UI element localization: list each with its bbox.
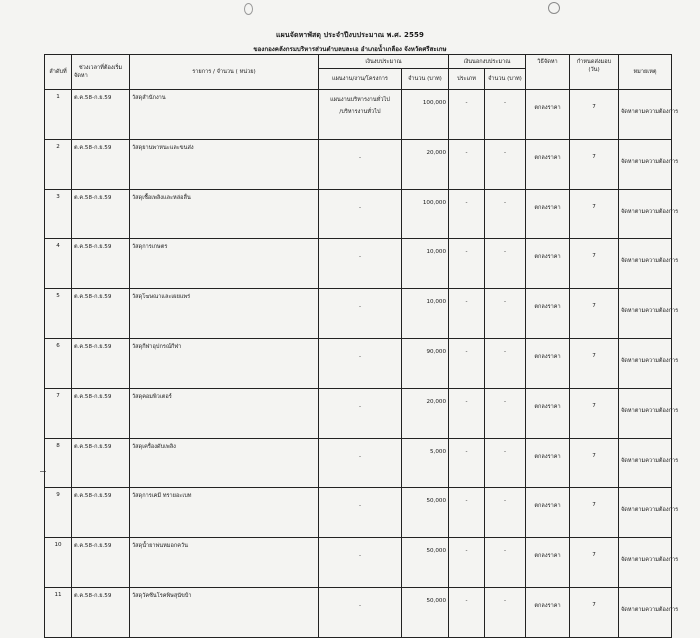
table-row	[45, 338, 672, 388]
row-plan	[319, 538, 402, 588]
row-note: จัดหาตามความต้องการ	[619, 139, 672, 189]
row-number: 6	[45, 338, 72, 388]
row-number: 5	[45, 289, 72, 339]
row-method: ตกลงราคา	[526, 587, 570, 637]
document-title: แผนจัดหาพัสดุ ประจำปีงบประมาณ พ.ศ. 2559	[276, 31, 424, 39]
table-row	[45, 587, 672, 637]
row-number: 8	[45, 438, 72, 488]
table-row	[45, 90, 672, 140]
row-off-amount: -	[485, 289, 526, 339]
row-description: วัสดุคอมพิวเตอร์	[130, 388, 319, 438]
row-method: ตกลงราคา	[526, 90, 570, 140]
header-days	[570, 55, 619, 90]
row-days: 7	[570, 189, 619, 239]
row-plan	[319, 139, 402, 189]
row-off-amount: -	[485, 438, 526, 488]
row-plan	[319, 189, 402, 239]
row-description: วัสดุยานพาหนะและขนส่ง	[130, 139, 319, 189]
punch-hole-right	[548, 2, 560, 14]
row-plan	[319, 388, 402, 438]
row-note: จัดหาตามความต้องการ	[619, 538, 672, 588]
header-note: หมายเหตุ	[619, 55, 672, 90]
row-days: 7	[570, 488, 619, 538]
row-note: จัดหาตามความต้องการ	[619, 388, 672, 438]
row-off-type: -	[449, 538, 485, 588]
row-number: 3	[45, 189, 72, 239]
row-method: ตกลงราคา	[526, 289, 570, 339]
row-amount: 10,000	[402, 239, 449, 289]
row-plan-line1: -	[358, 503, 362, 510]
row-method: ตกลงราคา	[526, 239, 570, 289]
row-description: วัสดุวัคซีนโรคพิษสุนัขบ้า	[130, 587, 319, 637]
table-row	[45, 139, 672, 189]
row-period: ต.ค.58-ก.ย.59	[72, 488, 130, 538]
row-amount: 50,000	[402, 587, 449, 637]
row-number: 9	[45, 488, 72, 538]
row-description: วัสดุกีฬาอุปกรณ์กีฬา	[130, 338, 319, 388]
row-method: ตกลงราคา	[526, 189, 570, 239]
row-plan	[319, 488, 402, 538]
row-note: จัดหาตามความต้องการ	[619, 289, 672, 339]
row-description: วัสดุเชื้อเพลิงและหล่อลื่น	[130, 189, 319, 239]
row-off-type: -	[449, 438, 485, 488]
table-row	[45, 289, 672, 339]
row-off-type: -	[449, 388, 485, 438]
row-description: วัสดุโฆษณาและเผยแพร่	[130, 289, 319, 339]
row-plan	[319, 289, 402, 339]
table-row	[45, 538, 672, 588]
row-description: วัสดุน้ำยาพ่นหมอกควัน	[130, 538, 319, 588]
row-days: 7	[570, 239, 619, 289]
row-days: 7	[570, 90, 619, 140]
row-method: ตกลงราคา	[526, 538, 570, 588]
row-off-amount: -	[485, 338, 526, 388]
row-plan	[319, 587, 402, 637]
row-off-amount: -	[485, 189, 526, 239]
table-row	[45, 239, 672, 289]
row-amount: 5,000	[402, 438, 449, 488]
row-period: ต.ค.58-ก.ย.59	[72, 388, 130, 438]
row-note: จัดหาตามความต้องการ	[619, 338, 672, 388]
row-off-type: -	[449, 189, 485, 239]
row-note: จัดหาตามความต้องการ	[619, 488, 672, 538]
header-period-line2: จัดหา	[74, 73, 88, 79]
row-period: ต.ค.58-ก.ย.59	[72, 90, 130, 140]
row-amount: 100,000	[402, 189, 449, 239]
row-number: 7	[45, 388, 72, 438]
row-plan-line1: -	[358, 204, 362, 211]
row-days: 7	[570, 338, 619, 388]
row-plan	[319, 90, 402, 140]
row-method: ตกลงราคา	[526, 488, 570, 538]
row-off-amount: -	[485, 239, 526, 289]
row-plan-line1: -	[358, 403, 362, 410]
header-budget-plan: แผนงาน/งาน/โครงการ	[319, 69, 402, 90]
punch-hole-top	[244, 3, 253, 15]
row-days: 7	[570, 587, 619, 637]
header-num: ลำดับที่	[45, 55, 72, 90]
header-off-type: ประเภท	[449, 69, 485, 90]
row-plan-line1: -	[358, 453, 362, 460]
row-days: 7	[570, 538, 619, 588]
row-off-type: -	[449, 289, 485, 339]
row-plan-line2: /บริหารงานทั่วไป	[339, 109, 381, 115]
row-amount: 50,000	[402, 538, 449, 588]
row-off-amount: -	[485, 139, 526, 189]
row-off-amount: -	[485, 538, 526, 588]
row-plan-line1: -	[358, 304, 362, 311]
header-period-line1: ช่วงเวลาที่ต้องเริ่ม	[78, 65, 123, 71]
row-method: ตกลงราคา	[526, 338, 570, 388]
header-off-amount: จำนวน (บาท)	[485, 69, 526, 90]
header-desc: รายการ / จำนวน ( หน่วย)	[130, 55, 319, 90]
header-budget: เงินงบประมาณ	[319, 55, 449, 69]
table-row	[45, 189, 672, 239]
row-period: ต.ค.58-ก.ย.59	[72, 289, 130, 339]
row-plan-line1: -	[358, 602, 362, 609]
row-description: วัสดุการเคมี ทรายอะเบท	[130, 488, 319, 538]
row-number: 10	[45, 538, 72, 588]
row-plan-line1: -	[358, 553, 362, 560]
row-note: จัดหาตามความต้องการ	[619, 587, 672, 637]
row-days: 7	[570, 139, 619, 189]
row-plan-line1: -	[358, 254, 362, 261]
row-off-amount: -	[485, 587, 526, 637]
row-method: ตกลงราคา	[526, 388, 570, 438]
row-note: จัดหาตามความต้องการ	[619, 239, 672, 289]
row-off-type: -	[449, 239, 485, 289]
row-description: วัสดุการเกษตร	[130, 239, 319, 289]
row-period: ต.ค.58-ก.ย.59	[72, 239, 130, 289]
row-note: จัดหาตามความต้องการ	[619, 189, 672, 239]
row-number: 2	[45, 139, 72, 189]
row-number: 4	[45, 239, 72, 289]
row-off-amount: -	[485, 90, 526, 140]
row-note: จัดหาตามความต้องการ	[619, 438, 672, 488]
row-amount: 90,000	[402, 338, 449, 388]
row-plan-line1: -	[358, 154, 362, 161]
row-note: จัดหาตามความต้องการ	[619, 90, 672, 140]
row-amount: 100,000	[402, 90, 449, 140]
row-number: 11	[45, 587, 72, 637]
row-off-type: -	[449, 139, 485, 189]
row-days: 7	[570, 438, 619, 488]
header-method: วิธีจัดหา	[526, 55, 570, 90]
row-plan-line1: -	[358, 353, 362, 360]
table-body	[45, 90, 679, 638]
row-amount: 10,000	[402, 289, 449, 339]
row-period: ต.ค.58-ก.ย.59	[72, 189, 130, 239]
table-row	[45, 438, 672, 488]
header-offbudget: เงินนอกงบประมาณ	[449, 55, 526, 69]
row-number: 1	[45, 90, 72, 140]
table-row	[45, 388, 672, 438]
row-amount: 50,000	[402, 488, 449, 538]
header-days-line1: กำหนดส่งมอบ	[576, 59, 612, 65]
row-method: ตกลงราคา	[526, 438, 570, 488]
header-days-line2: (วัน)	[588, 67, 600, 73]
row-off-amount: -	[485, 488, 526, 538]
row-plan-line1: แผนงานบริหารงานทั่วไป	[330, 97, 390, 103]
row-off-type: -	[449, 338, 485, 388]
header-row-1	[45, 55, 672, 69]
row-period: ต.ค.58-ก.ย.59	[72, 139, 130, 189]
table-row	[45, 488, 672, 538]
row-period: ต.ค.58-ก.ย.59	[72, 338, 130, 388]
header-budget-amount: จำนวน (บาท)	[402, 69, 449, 90]
row-method: ตกลงราคา	[526, 139, 570, 189]
row-off-type: -	[449, 587, 485, 637]
row-amount: 20,000	[402, 139, 449, 189]
row-days: 7	[570, 289, 619, 339]
procurement-table	[44, 54, 679, 638]
row-off-type: -	[449, 488, 485, 538]
row-period: ต.ค.58-ก.ย.59	[72, 438, 130, 488]
header-period	[72, 55, 130, 90]
row-description: วัสดุสำนักงาน	[130, 90, 319, 140]
row-period: ต.ค.58-ก.ย.59	[72, 538, 130, 588]
document-subtitle: ของกองคลังกรมบริหารส่วนตำบลบละเอ อำเภอน้ำเกลือง จังหวัดศรีสะเกษ	[253, 46, 447, 53]
row-period: ต.ค.58-ก.ย.59	[72, 587, 130, 637]
row-amount: 20,000	[402, 388, 449, 438]
row-off-type: -	[449, 90, 485, 140]
row-off-amount: -	[485, 388, 526, 438]
row-days: 7	[570, 388, 619, 438]
row-plan	[319, 239, 402, 289]
row-plan	[319, 438, 402, 488]
row-plan	[319, 338, 402, 388]
row-description: วัสดุเครื่องดับเพลิง	[130, 438, 319, 488]
